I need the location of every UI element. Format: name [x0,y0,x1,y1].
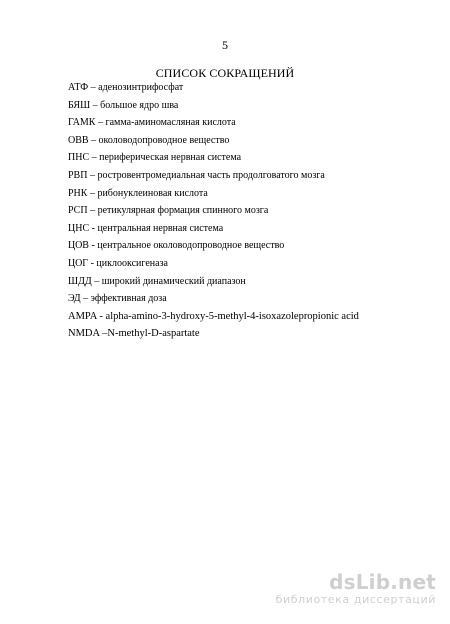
abbreviation-item: ГАМК – гамма-аминомасляная кислота [68,117,236,129]
abbreviation-item: ЦНС - центральная нервная система [68,222,224,234]
abbreviation-item: AMPA - alpha-amino-3-hydroxy-5-methyl-4-isoxazolepropionic acid [68,310,359,322]
abbreviation-item: РНК – рибонуклеиновая кислота [68,187,208,199]
abbreviation-item: РВП – ростровентромедиальная часть продолговатого мозга [68,169,325,181]
abbreviation-item: ЦОГ - циклооксигеназа [68,257,168,269]
abbreviation-list [68,79,359,343]
abbreviation-item: ЦОВ - центральное околоводопроводное вещество [68,240,285,252]
abbreviation-item: РСП – ретикулярная формация спинного мозга [68,205,269,217]
abbreviation-item: NMDA –N-methyl-D-aspartate [68,328,200,340]
abbreviation-item: ШДД – широкий динамический диапазон [68,275,246,287]
abbreviation-item: ОВВ – околоводопроводное вещество [68,134,230,146]
watermark-brand: dsLib.net [329,570,436,594]
abbreviation-item: АТФ – аденозинтрифосфат [68,82,184,93]
watermark-subtitle: библиотека диссертаций [275,593,436,606]
watermark [246,571,436,607]
page-title: СПИСОК СОКРАЩЕНИЙ [155,66,295,80]
abbreviation-item: БЯШ – большое ядро шва [68,99,179,111]
abbreviation-item: ЭД – эффективная доза [68,293,167,305]
page-number: 5 [222,38,228,52]
abbreviation-item: ПНС – периферическая нервная система [68,152,242,164]
